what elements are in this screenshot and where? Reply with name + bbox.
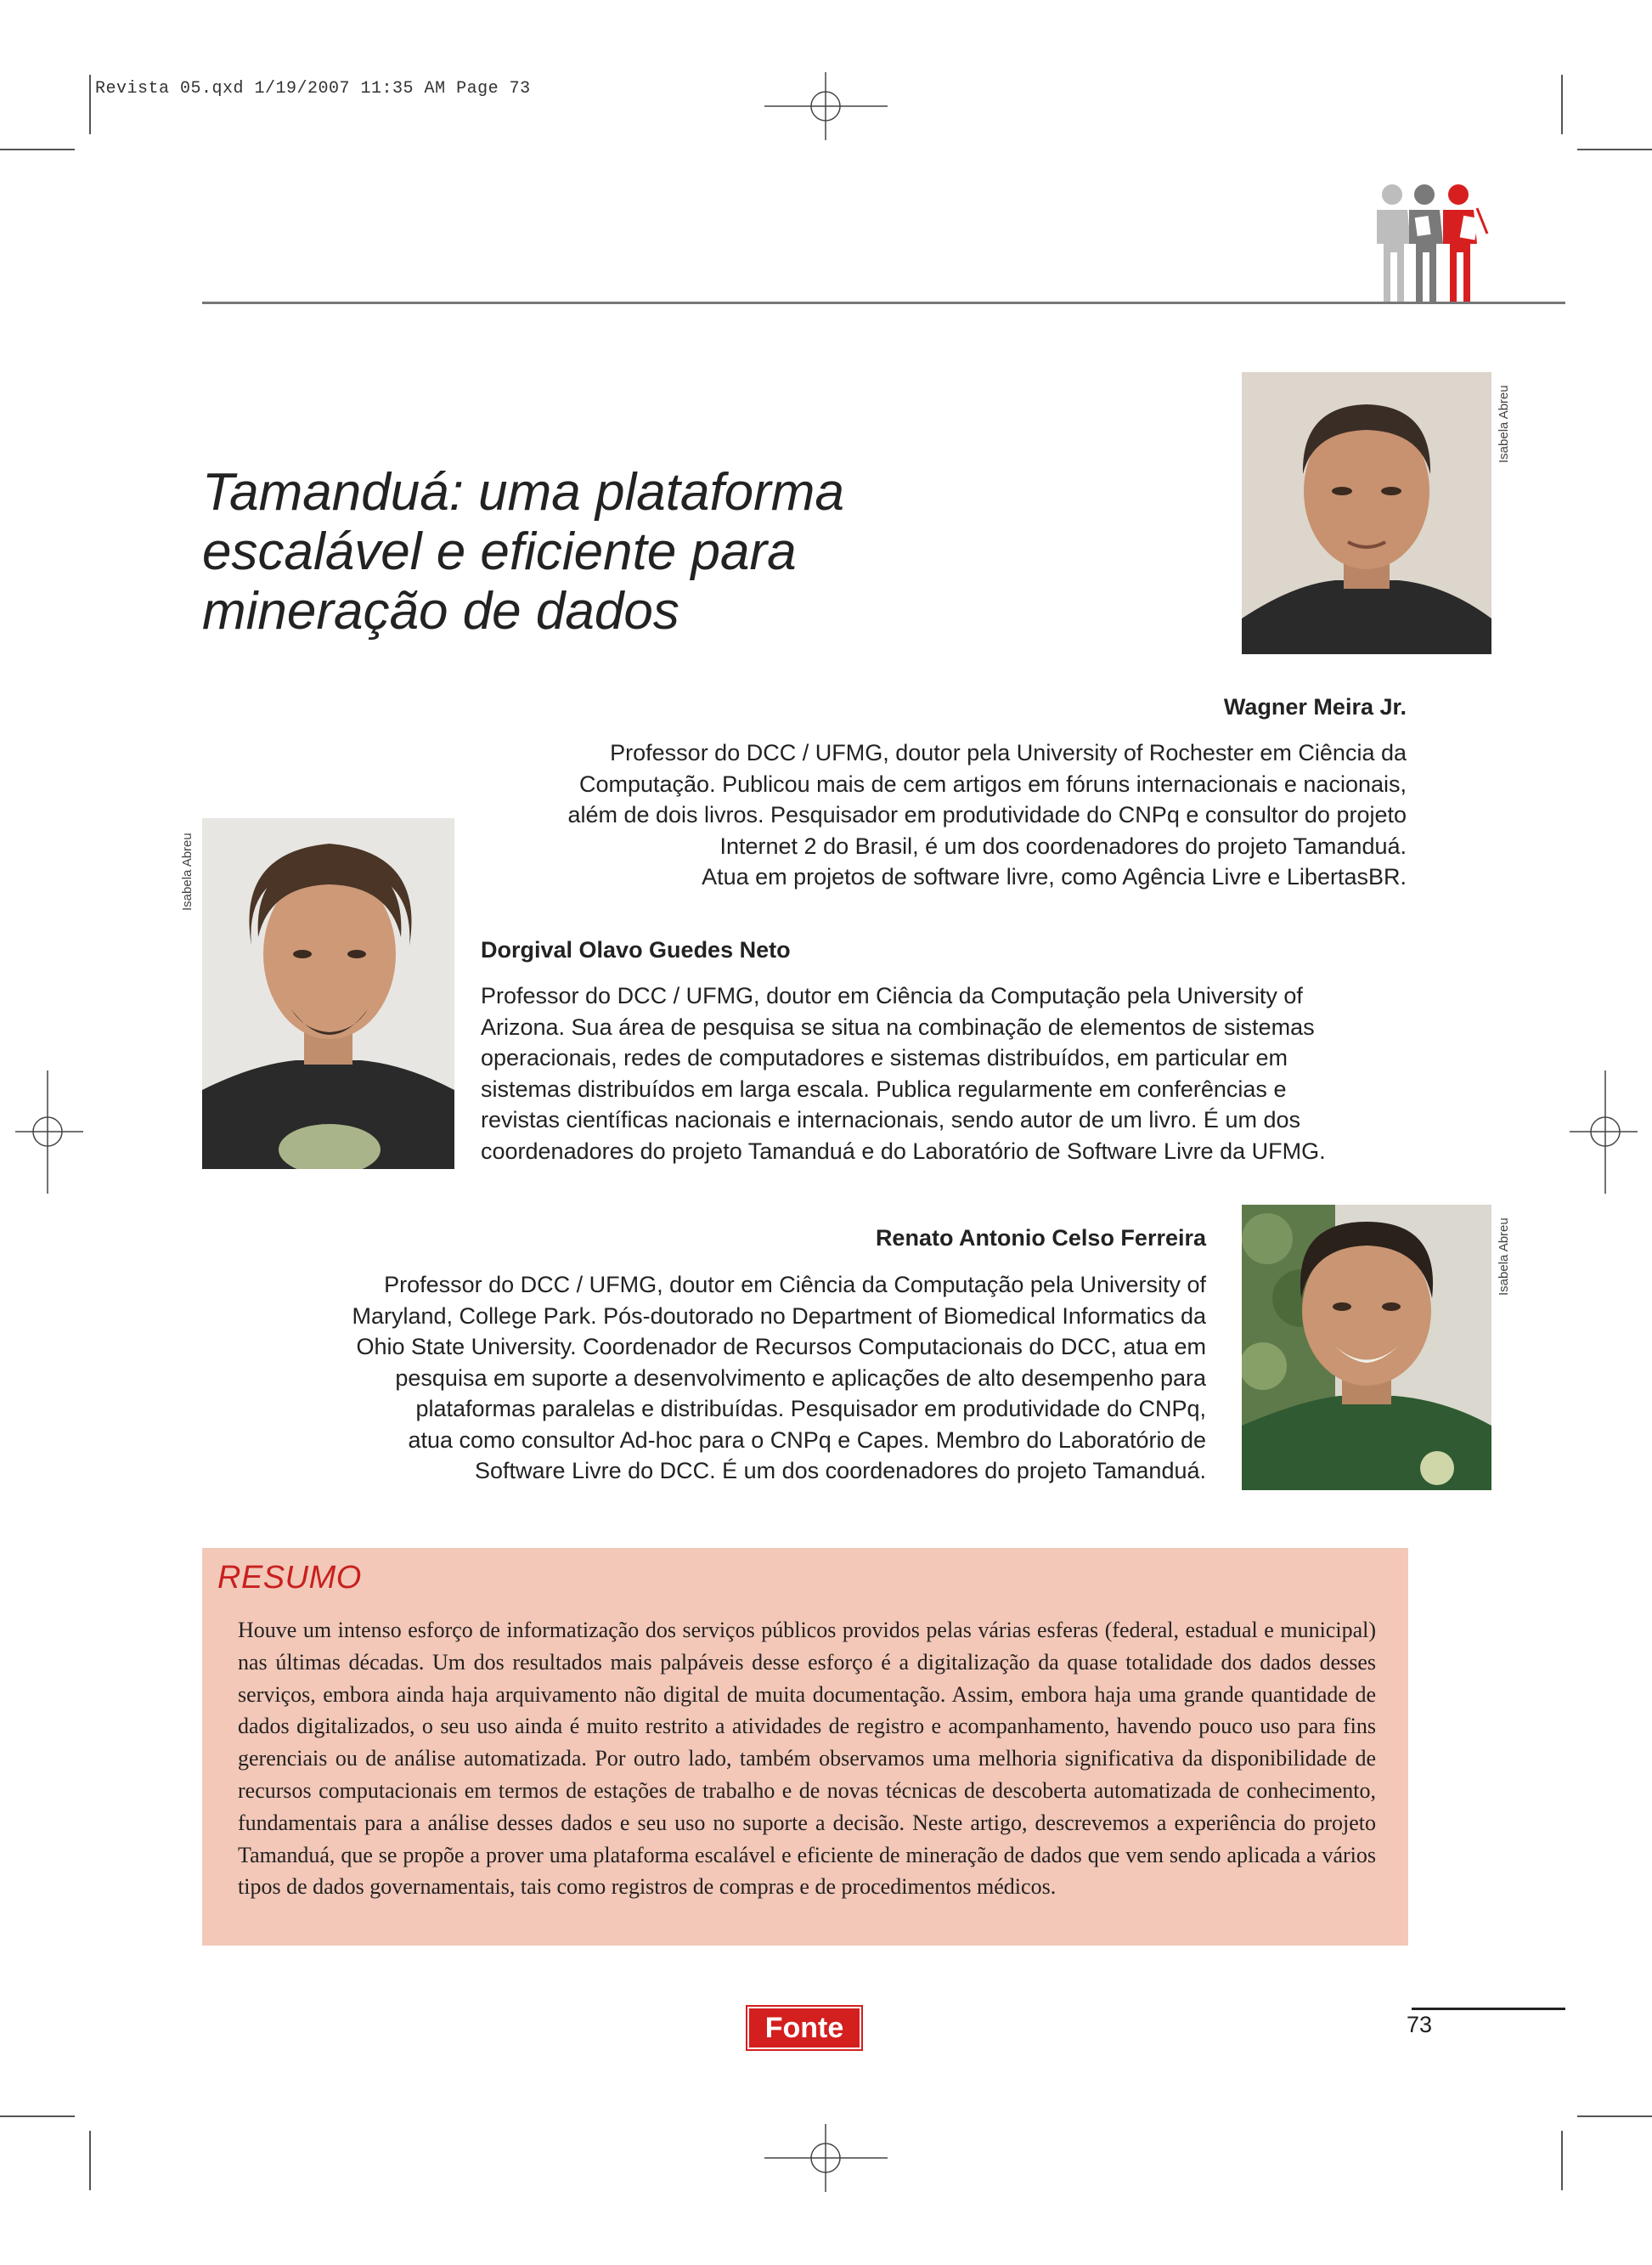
print-slug: Revista 05.qxd 1/19/2007 11:35 AM Page 73 — [95, 79, 531, 99]
bio-line: plataformas paralelas e distribuídas. Pesquisador em produtividade do CNPq, — [415, 1396, 1206, 1421]
abstract-text: Houve um intenso esforço de informatização dos serviços públicos providos pelas várias esferas (federal, estadual e municipal) nas últimas décadas. Um dos resultados mais palpáveis desse esforço é a digitalização da quase totalidade dos dados desses serviços, embora ainda haja arquivamento não digital de muita documentação. Assim, embora haja uma grande quantidade de dados digitalizados, o seu uso ainda é muito restrito a atividades de registro e acompanhamento, havendo pouco uso para fins gerenciais ou de análise automatizada. Por outro lado, também observamos uma melhoria significativa da disponibilidade de recursos computacionais em termos de estações de trabalho e de novas técnicas de descoberta automatizada de conhecimento, fundamentais para a análise desses dados e seu uso no suporte a decisão. Neste artigo, descrevemos a experiência do projeto Tamanduá, que se propõe a prover uma plataforma escalável e eficiente de mineração de dados que vem sendo aplicada a vários tipos de dados governamentais, tais como registros de compras e de procedimentos médicos. — [238, 1618, 1376, 1900]
author-photo-renato — [1242, 1205, 1491, 1490]
bio-line: atua como consultor Ad-hoc para o CNPq e Capes. Membro do Laboratório de — [408, 1426, 1206, 1453]
author-name-wagner: Wagner Meira Jr. — [1223, 694, 1407, 720]
bio-line: Software Livre do DCC. É um dos coordenadores do projeto Tamanduá. — [475, 1458, 1206, 1483]
bio-line: revistas científicas nacionais e internacionais, sendo autor de um livro. É um dos — [481, 1107, 1300, 1132]
author-bio-wagner — [567, 737, 1407, 893]
author-name-renato: Renato Antonio Celso Ferreira — [875, 1225, 1206, 1251]
bio-line: Arizona. Sua área de pesquisa se situa na combinação de elementos de sistemas — [481, 1014, 1315, 1040]
header-rule — [202, 302, 1565, 304]
bio-line: Professor do DCC / UFMG, doutor pela University of Rochester em Ciência da — [610, 740, 1407, 765]
footer-rule — [1412, 2008, 1565, 2010]
bio-line: Professor do DCC / UFMG, doutor em Ciência da Computação pela University of — [384, 1272, 1206, 1297]
registration-mark-right — [1570, 1070, 1638, 1194]
bio-line: operacionais, redes de computadores e sistemas distribuídos, em particular em — [481, 1045, 1288, 1070]
registration-mark-left — [15, 1070, 83, 1194]
author-photo-dorgival — [202, 818, 454, 1169]
author-bio-dorgival — [481, 980, 1326, 1166]
author-bio-renato — [352, 1269, 1207, 1487]
photo-credit-2: Isabela Abreu — [180, 833, 195, 911]
article-title — [202, 463, 967, 641]
abstract-box — [202, 1548, 1408, 1946]
bio-line: Ohio State University. Coordenador de Recursos Computacionais do DCC, atua em — [356, 1334, 1206, 1359]
bio-line: Maryland, College Park. Pós-doutorado no Department of Biomedical Informatics da — [352, 1302, 1206, 1329]
page-number: 73 — [1407, 2012, 1433, 2037]
title-line: escalável e eficiente para — [202, 522, 797, 581]
bio-line: pesquisa em suporte a desenvolvimento e aplicações de alto desempenho para — [395, 1364, 1206, 1391]
photo-credit-3: Isabela Abreu — [1497, 1217, 1511, 1296]
title-line: mineração de dados — [202, 582, 679, 641]
bio-line: Atua em projetos de software livre, como Agência Livre e LibertasBR. — [702, 864, 1407, 890]
abstract-heading: RESUMO — [217, 1560, 362, 1596]
bio-line: além de dois livros. Pesquisador em produtividade do CNPq e consultor do projeto — [567, 802, 1407, 827]
bio-line: coordenadores do projeto Tamanduá e do Laboratório de Software Livre da UFMG. — [481, 1138, 1326, 1164]
registration-mark-top — [764, 72, 888, 140]
photo-credit-1: Isabela Abreu — [1497, 385, 1511, 463]
title-line: Tamanduá: uma plataforma — [202, 463, 844, 522]
author-name-dorgival: Dorgival Olavo Guedes Neto — [481, 937, 791, 963]
bio-line: sistemas distribuídos em larga escala. Publica regularmente em conferências e — [481, 1076, 1287, 1102]
registration-mark-bottom — [764, 2124, 888, 2192]
bio-line: Computação. Publicou mais de cem artigos em fóruns internacionais e nacionais, — [578, 771, 1407, 797]
bio-line: Professor do DCC / UFMG, doutor em Ciência da Computação pela University of — [481, 983, 1303, 1008]
bio-line: Internet 2 do Brasil, é um dos coordenadores do projeto Tamanduá. — [719, 833, 1407, 859]
fonte-logo: Fonte — [747, 2007, 861, 2049]
section-people-icon — [1372, 183, 1491, 304]
author-photo-wagner — [1242, 372, 1491, 654]
